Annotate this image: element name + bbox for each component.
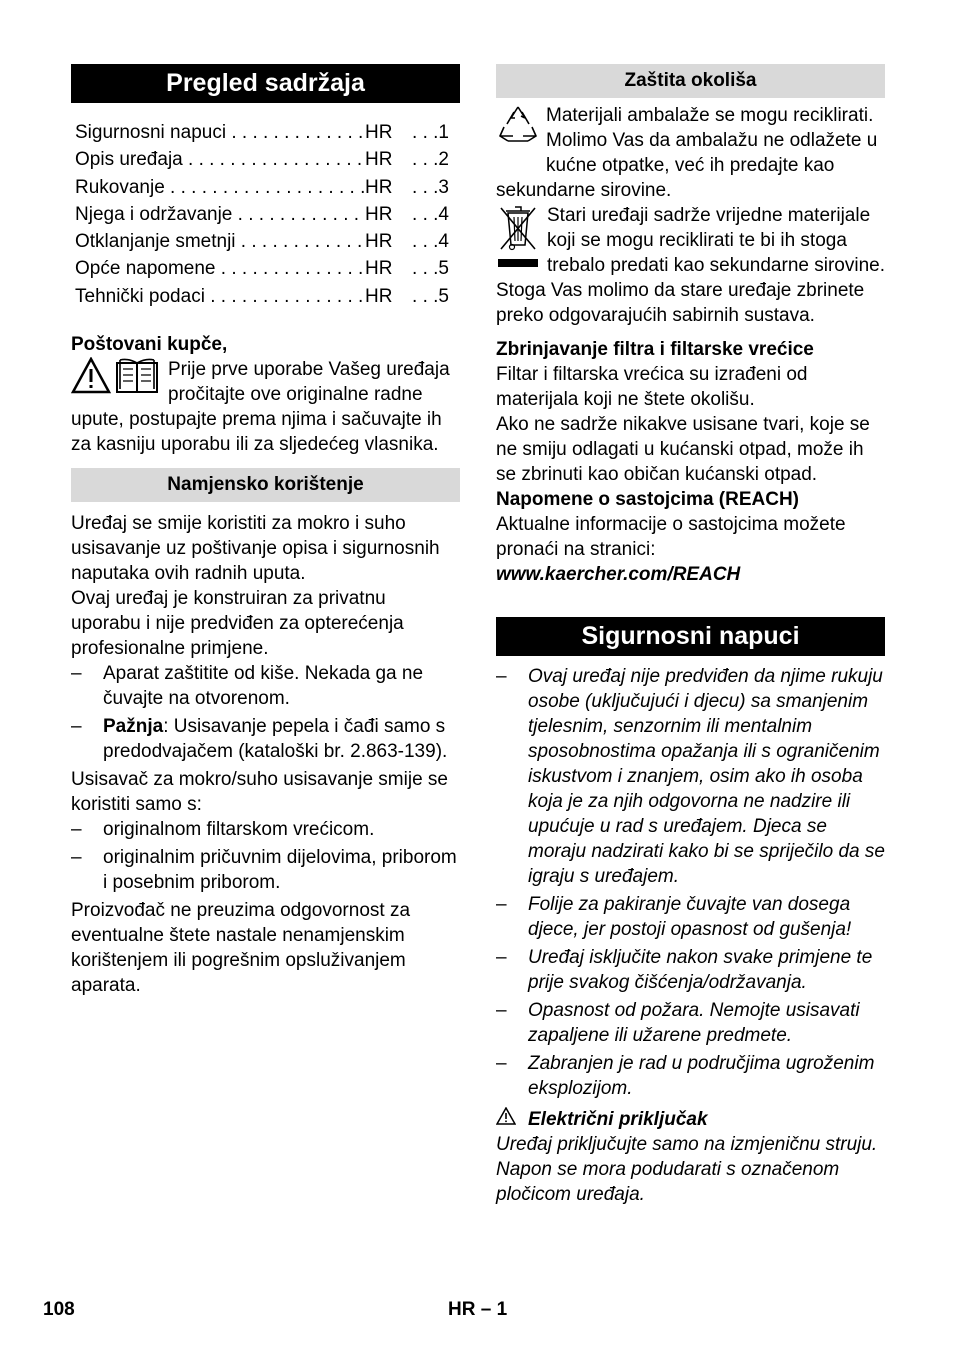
electric-heading: Električni priključak xyxy=(528,1109,708,1130)
toc-page: . . .3 xyxy=(412,176,449,198)
toc-row[interactable] xyxy=(75,201,456,228)
filter-paragraph-1: Filtar i filtarska vrećica su izrađeni od materijala koji ne štete okolišu. xyxy=(496,364,808,410)
list-item: – Zabranjen je rad u područjima ugroženim eksplozijom. xyxy=(496,1053,875,1099)
list-item: – Uređaj isključite nakon svake primjene te prije svakog čišćenja/održavanja. xyxy=(496,947,873,993)
toc-row[interactable] xyxy=(75,283,456,310)
intro-block xyxy=(71,357,460,457)
reach-paragraph: Aktualne informacije o sastojcima možete pronaći na stranici: xyxy=(496,514,846,560)
toc-heading: Pregled sadržaja xyxy=(71,64,460,103)
toc-title: Opis uređaja . . . xyxy=(75,146,365,173)
usage-heading: Namjensko korištenje xyxy=(71,468,460,502)
toc-title: Rukovanje . . . xyxy=(75,174,365,201)
recycle-icon xyxy=(496,103,540,154)
list-item: – Folije za pakiranje čuvajte van dosega djece, jer postoji opasnost od gušenja! xyxy=(496,894,852,940)
list-item: – originalnim pričuvnim dijelovima, priborom i posebnim priborom. xyxy=(71,847,457,894)
toc-page: . . .4 xyxy=(412,231,449,253)
toc-row[interactable] xyxy=(75,146,456,173)
toc-title: Sigurnosni napuci . . . xyxy=(75,119,365,146)
toc-page: . . .5 xyxy=(412,285,449,307)
reach-link[interactable]: www.kaercher.com/REACH xyxy=(496,564,741,585)
toc-page: . . .5 xyxy=(412,258,449,280)
toc-row[interactable] xyxy=(75,174,456,201)
list-item: – originalnom filtarskom vrećicom. xyxy=(71,819,375,841)
warning-icon xyxy=(496,1107,528,1132)
safety-heading: Sigurnosni napuci xyxy=(496,617,885,656)
safety-list xyxy=(496,664,885,1101)
warning-manual-icon xyxy=(71,357,161,402)
list-item: – Aparat zaštitite od kiše. Nekada ga ne čuvajte na otvorenom. xyxy=(71,663,424,710)
toc-title: Njega i održavanje . . . xyxy=(75,201,365,228)
usage-paragraph-4: Proizvođač ne preuzima odgovornost za eventualne štete nastale nenamjenskim korištenjem ili pogrešnim opsluživanjem aparata. xyxy=(71,900,411,997)
filter-heading: Zbrinjavanje filtra i filtarske vrećice xyxy=(496,339,814,360)
right-column xyxy=(496,64,885,1207)
environment-paragraph-1: Materijali ambalaže se mogu reciklirati. Molimo Vas da ambalažu ne odlažete u kućne otpatke, već ih predajte kao sekundarne sirovine. xyxy=(496,105,878,201)
weee-block xyxy=(496,203,885,328)
toc-row[interactable] xyxy=(75,119,456,146)
toc-title: Tehnički podaci . . . xyxy=(75,283,365,310)
reach-heading: Napomene o sastojcima (REACH) xyxy=(496,489,800,510)
environment-heading: Zaštita okoliša xyxy=(496,64,885,98)
section-label: HR – 1 xyxy=(448,1299,508,1320)
toc-page: . . .4 xyxy=(412,203,449,225)
toc-lang: HR xyxy=(365,231,393,253)
toc-page: . . .2 xyxy=(412,149,449,171)
toc-row[interactable] xyxy=(75,228,456,255)
toc-lang: HR xyxy=(365,258,393,280)
toc-lang: HR xyxy=(365,203,393,225)
electric-heading-row xyxy=(496,1107,885,1132)
recycle-block xyxy=(496,103,885,203)
list-item: – Ovaj uređaj nije predviđen da njime rukuju osobe (uključujući i djecu) sa smanjenim tjelesnim, senzornim ili mentalnim sposobnostima opažanja ili s ograničenim iskustvom i znanjem, osim ako ih osoba koja je za njih odgovorna ne nadzire ili upućuje u rad s uređajem. Djeca se moraju nadzirati kako bi se spriječilo da se igraju s uređajem. xyxy=(496,666,885,887)
toc-lang: HR xyxy=(365,122,393,143)
toc-title: Otklanjanje smetnji . . . xyxy=(75,228,365,255)
toc-row[interactable] xyxy=(75,255,456,282)
toc-lang: HR xyxy=(365,149,393,171)
crossed-bin-icon xyxy=(496,203,540,276)
intro-text: Prije prve uporabe Vašeg uređaja pročitajte ove originalne radne upute, postupajte prema njima i sačuvajte ih za kasniju uporabu ili za sljedećeg vlasnika. xyxy=(71,359,450,456)
electric-paragraph: Uređaj priključujte samo na izmjeničnu struju. Napon se mora podudarati s označenom pločicom uređaja. xyxy=(496,1134,878,1205)
usage-paragraph-3: Usisavač za mokro/suho usisavanje smije se koristiti samo s: xyxy=(71,769,448,816)
page-number: 108 xyxy=(43,1299,75,1320)
filter-paragraph-2: Ako ne sadrže nikakve usisane tvari, koje se ne smiju odlagati u kućanski otpad, može ih se zbrinuti kao običan kućanski otpad. xyxy=(496,414,870,485)
table-of-contents xyxy=(75,119,456,310)
toc-title: Opće napomene . . . xyxy=(75,255,365,282)
left-column xyxy=(71,64,460,998)
environment-paragraph-2: Stari uređaji sadrže vrijedne materijale koji se mogu reciklirati te bi ih stoga trebalo predati kao sekundarne sirovine. Stoga Vas molimo da stare uređaje zbrinete preko odgovarajućih sabirnih sustava. xyxy=(496,205,885,326)
list-item: – Opasnost od požara. Nemojte usisavati zapaljene ili užarene predmete. xyxy=(496,1000,860,1046)
list-item: – Pažnja: Usisavanje pepela i čađi samo s predodvajačem (kataloški br. 2.863-139). xyxy=(71,716,448,763)
toc-page: . . .1 xyxy=(412,122,449,143)
toc-lang: HR xyxy=(365,176,393,198)
usage-paragraph-2: Ovaj uređaj je konstruiran za privatnu uporabu i nije predviđen za opterećenja profesionalne primjene. xyxy=(71,588,404,660)
toc-lang: HR xyxy=(365,285,393,307)
usage-paragraph-1: Uređaj se smije koristiti za mokro i suho usisavanje uz poštivanje opisa i sigurnosnih naputaka ovih radnih uputa. xyxy=(71,513,440,585)
greeting: Poštovani kupče, xyxy=(71,334,228,356)
